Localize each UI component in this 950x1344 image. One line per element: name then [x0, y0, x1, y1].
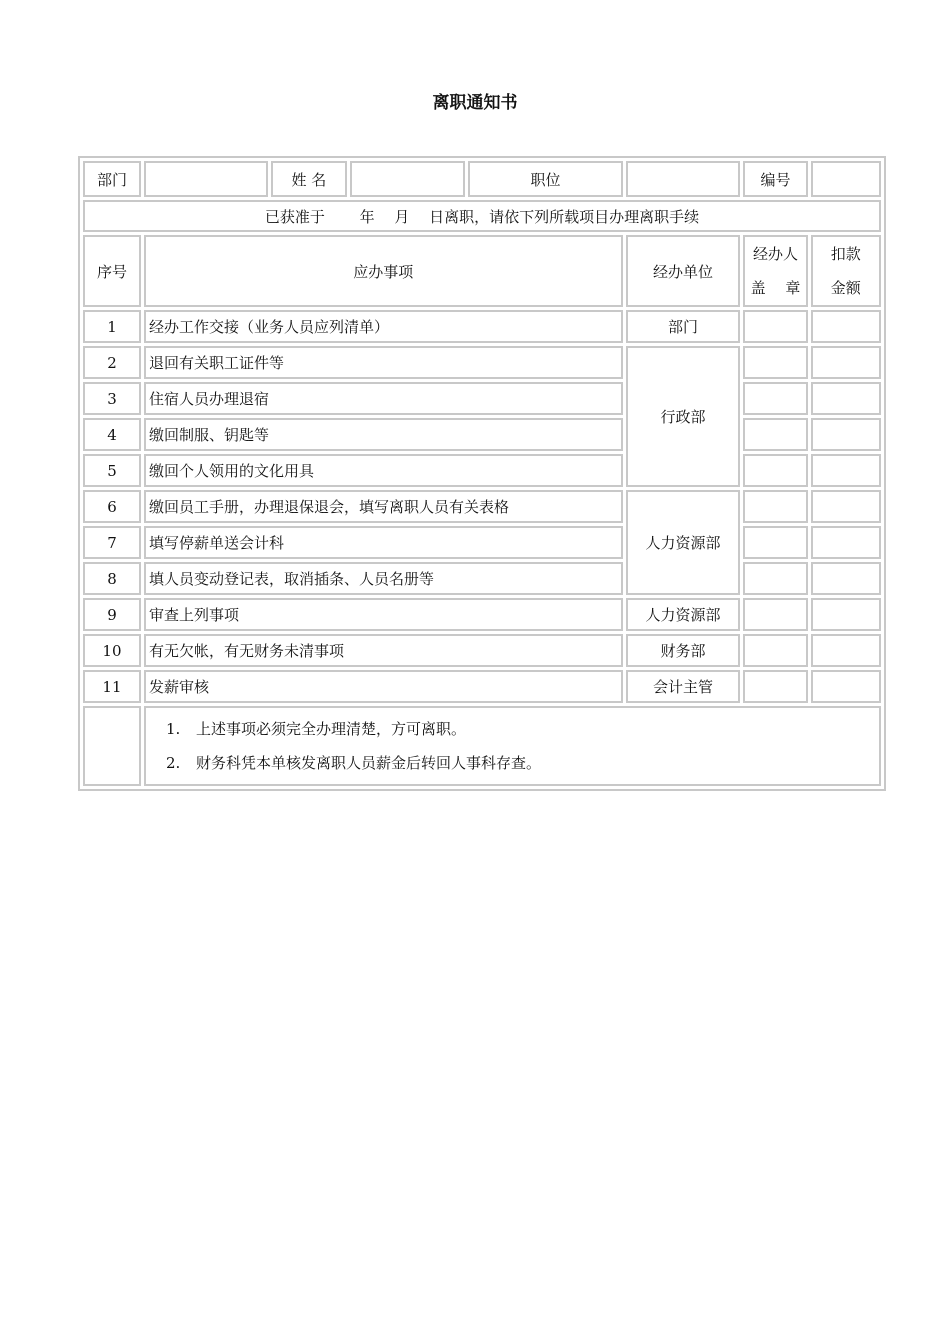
- row-stamp-cell[interactable]: [743, 418, 807, 451]
- table-row: [83, 562, 881, 595]
- col-unit-header: 经办单位: [626, 235, 741, 307]
- row-stamp-cell[interactable]: [743, 490, 807, 523]
- row-unit: 人力资源部: [626, 490, 741, 595]
- row-stamp-cell[interactable]: [743, 598, 807, 631]
- row-stamp-cell[interactable]: [743, 454, 807, 487]
- notes-cell: [144, 706, 881, 786]
- row-unit: 财务部: [626, 634, 741, 667]
- row-stamp-cell[interactable]: [743, 670, 807, 703]
- row-deduct-cell[interactable]: [811, 562, 881, 595]
- dept-label: 部门: [83, 161, 141, 197]
- table-row: [83, 454, 881, 487]
- row-seq: 1: [83, 310, 141, 343]
- table-row: [83, 346, 881, 379]
- row-item: 有无欠帐，有无财务未清事项: [144, 634, 623, 667]
- col-stamp-line2: 盖 章: [750, 279, 801, 297]
- number-field[interactable]: [811, 161, 881, 197]
- row-deduct-cell[interactable]: [811, 670, 881, 703]
- row-seq: 9: [83, 598, 141, 631]
- row-unit: 部门: [626, 310, 741, 343]
- row-seq: 11: [83, 670, 141, 703]
- row-unit: 人力资源部: [626, 598, 741, 631]
- row-seq: 3: [83, 382, 141, 415]
- position-field[interactable]: [626, 161, 741, 197]
- note-number: 2.: [165, 754, 181, 772]
- notes-row: [83, 706, 881, 786]
- notes-left-blank: [83, 706, 141, 786]
- col-deduct-line2: 金额: [830, 279, 861, 297]
- note-number: 1.: [165, 720, 181, 738]
- note-item: [166, 712, 879, 746]
- name-label: 姓 名: [271, 161, 347, 197]
- col-stamp-line1: 经办人: [753, 245, 799, 263]
- table-row: [83, 382, 881, 415]
- row-stamp-cell[interactable]: [743, 562, 807, 595]
- row-item: 经办工作交接（业务人员应列清单）: [144, 310, 623, 343]
- note-text: 财务科凭本单核发离职人员薪金后转回人事科存查。: [195, 754, 541, 772]
- col-seq-header: 序号: [83, 235, 141, 307]
- row-seq: 7: [83, 526, 141, 559]
- row-deduct-cell[interactable]: [811, 382, 881, 415]
- header-row: [83, 161, 881, 197]
- row-deduct-cell[interactable]: [811, 634, 881, 667]
- column-header-row: [83, 235, 881, 307]
- row-deduct-cell[interactable]: [811, 490, 881, 523]
- row-seq: 2: [83, 346, 141, 379]
- row-deduct-cell[interactable]: [811, 598, 881, 631]
- table-row: [83, 310, 881, 343]
- row-item: 缴回制服、钥匙等: [144, 418, 623, 451]
- row-item: 填人员变动登记表，取消插条、人员名册等: [144, 562, 623, 595]
- row-stamp-cell[interactable]: [743, 634, 807, 667]
- approval-text: 已获准于 年 月 日离职，请依下列所载项目办理离职手续: [83, 200, 881, 232]
- row-deduct-cell[interactable]: [811, 346, 881, 379]
- row-item: 审查上列事项: [144, 598, 623, 631]
- number-label: 编号: [743, 161, 807, 197]
- row-unit: 会计主管: [626, 670, 741, 703]
- table-row: [83, 670, 881, 703]
- resignation-form-table: [78, 156, 886, 791]
- page-title: 离职通知书: [432, 93, 518, 113]
- note-text: 上述事项必须完全办理清楚，方可离职。: [195, 720, 466, 738]
- table-row: [83, 418, 881, 451]
- col-stamp-header: [743, 235, 807, 307]
- row-seq: 6: [83, 490, 141, 523]
- approval-row: [83, 200, 881, 232]
- row-item: 退回有关职工证件等: [144, 346, 623, 379]
- name-field[interactable]: [350, 161, 466, 197]
- col-item-header: 应办事项: [144, 235, 623, 307]
- note-item: [166, 746, 879, 780]
- row-seq: 10: [83, 634, 141, 667]
- row-unit: 行政部: [626, 346, 741, 487]
- row-item: 缴回员工手册，办理退保退会，填写离职人员有关表格: [144, 490, 623, 523]
- row-deduct-cell[interactable]: [811, 454, 881, 487]
- table-row: [83, 490, 881, 523]
- row-item: 发薪审核: [144, 670, 623, 703]
- row-item: 填写停薪单送会计科: [144, 526, 623, 559]
- row-deduct-cell[interactable]: [811, 418, 881, 451]
- row-item: 住宿人员办理退宿: [144, 382, 623, 415]
- row-item: 缴回个人领用的文化用具: [144, 454, 623, 487]
- row-seq: 4: [83, 418, 141, 451]
- table-row: [83, 634, 881, 667]
- row-stamp-cell[interactable]: [743, 382, 807, 415]
- notes-list: [146, 708, 879, 784]
- row-seq: 5: [83, 454, 141, 487]
- row-deduct-cell[interactable]: [811, 526, 881, 559]
- table-row: [83, 526, 881, 559]
- col-deduct-header: [811, 235, 881, 307]
- row-seq: 8: [83, 562, 141, 595]
- position-label: 职位: [468, 161, 622, 197]
- row-stamp-cell[interactable]: [743, 346, 807, 379]
- row-deduct-cell[interactable]: [811, 310, 881, 343]
- dept-field[interactable]: [144, 161, 268, 197]
- row-stamp-cell[interactable]: [743, 310, 807, 343]
- table-row: [83, 598, 881, 631]
- col-deduct-line1: 扣款: [830, 245, 861, 263]
- row-stamp-cell[interactable]: [743, 526, 807, 559]
